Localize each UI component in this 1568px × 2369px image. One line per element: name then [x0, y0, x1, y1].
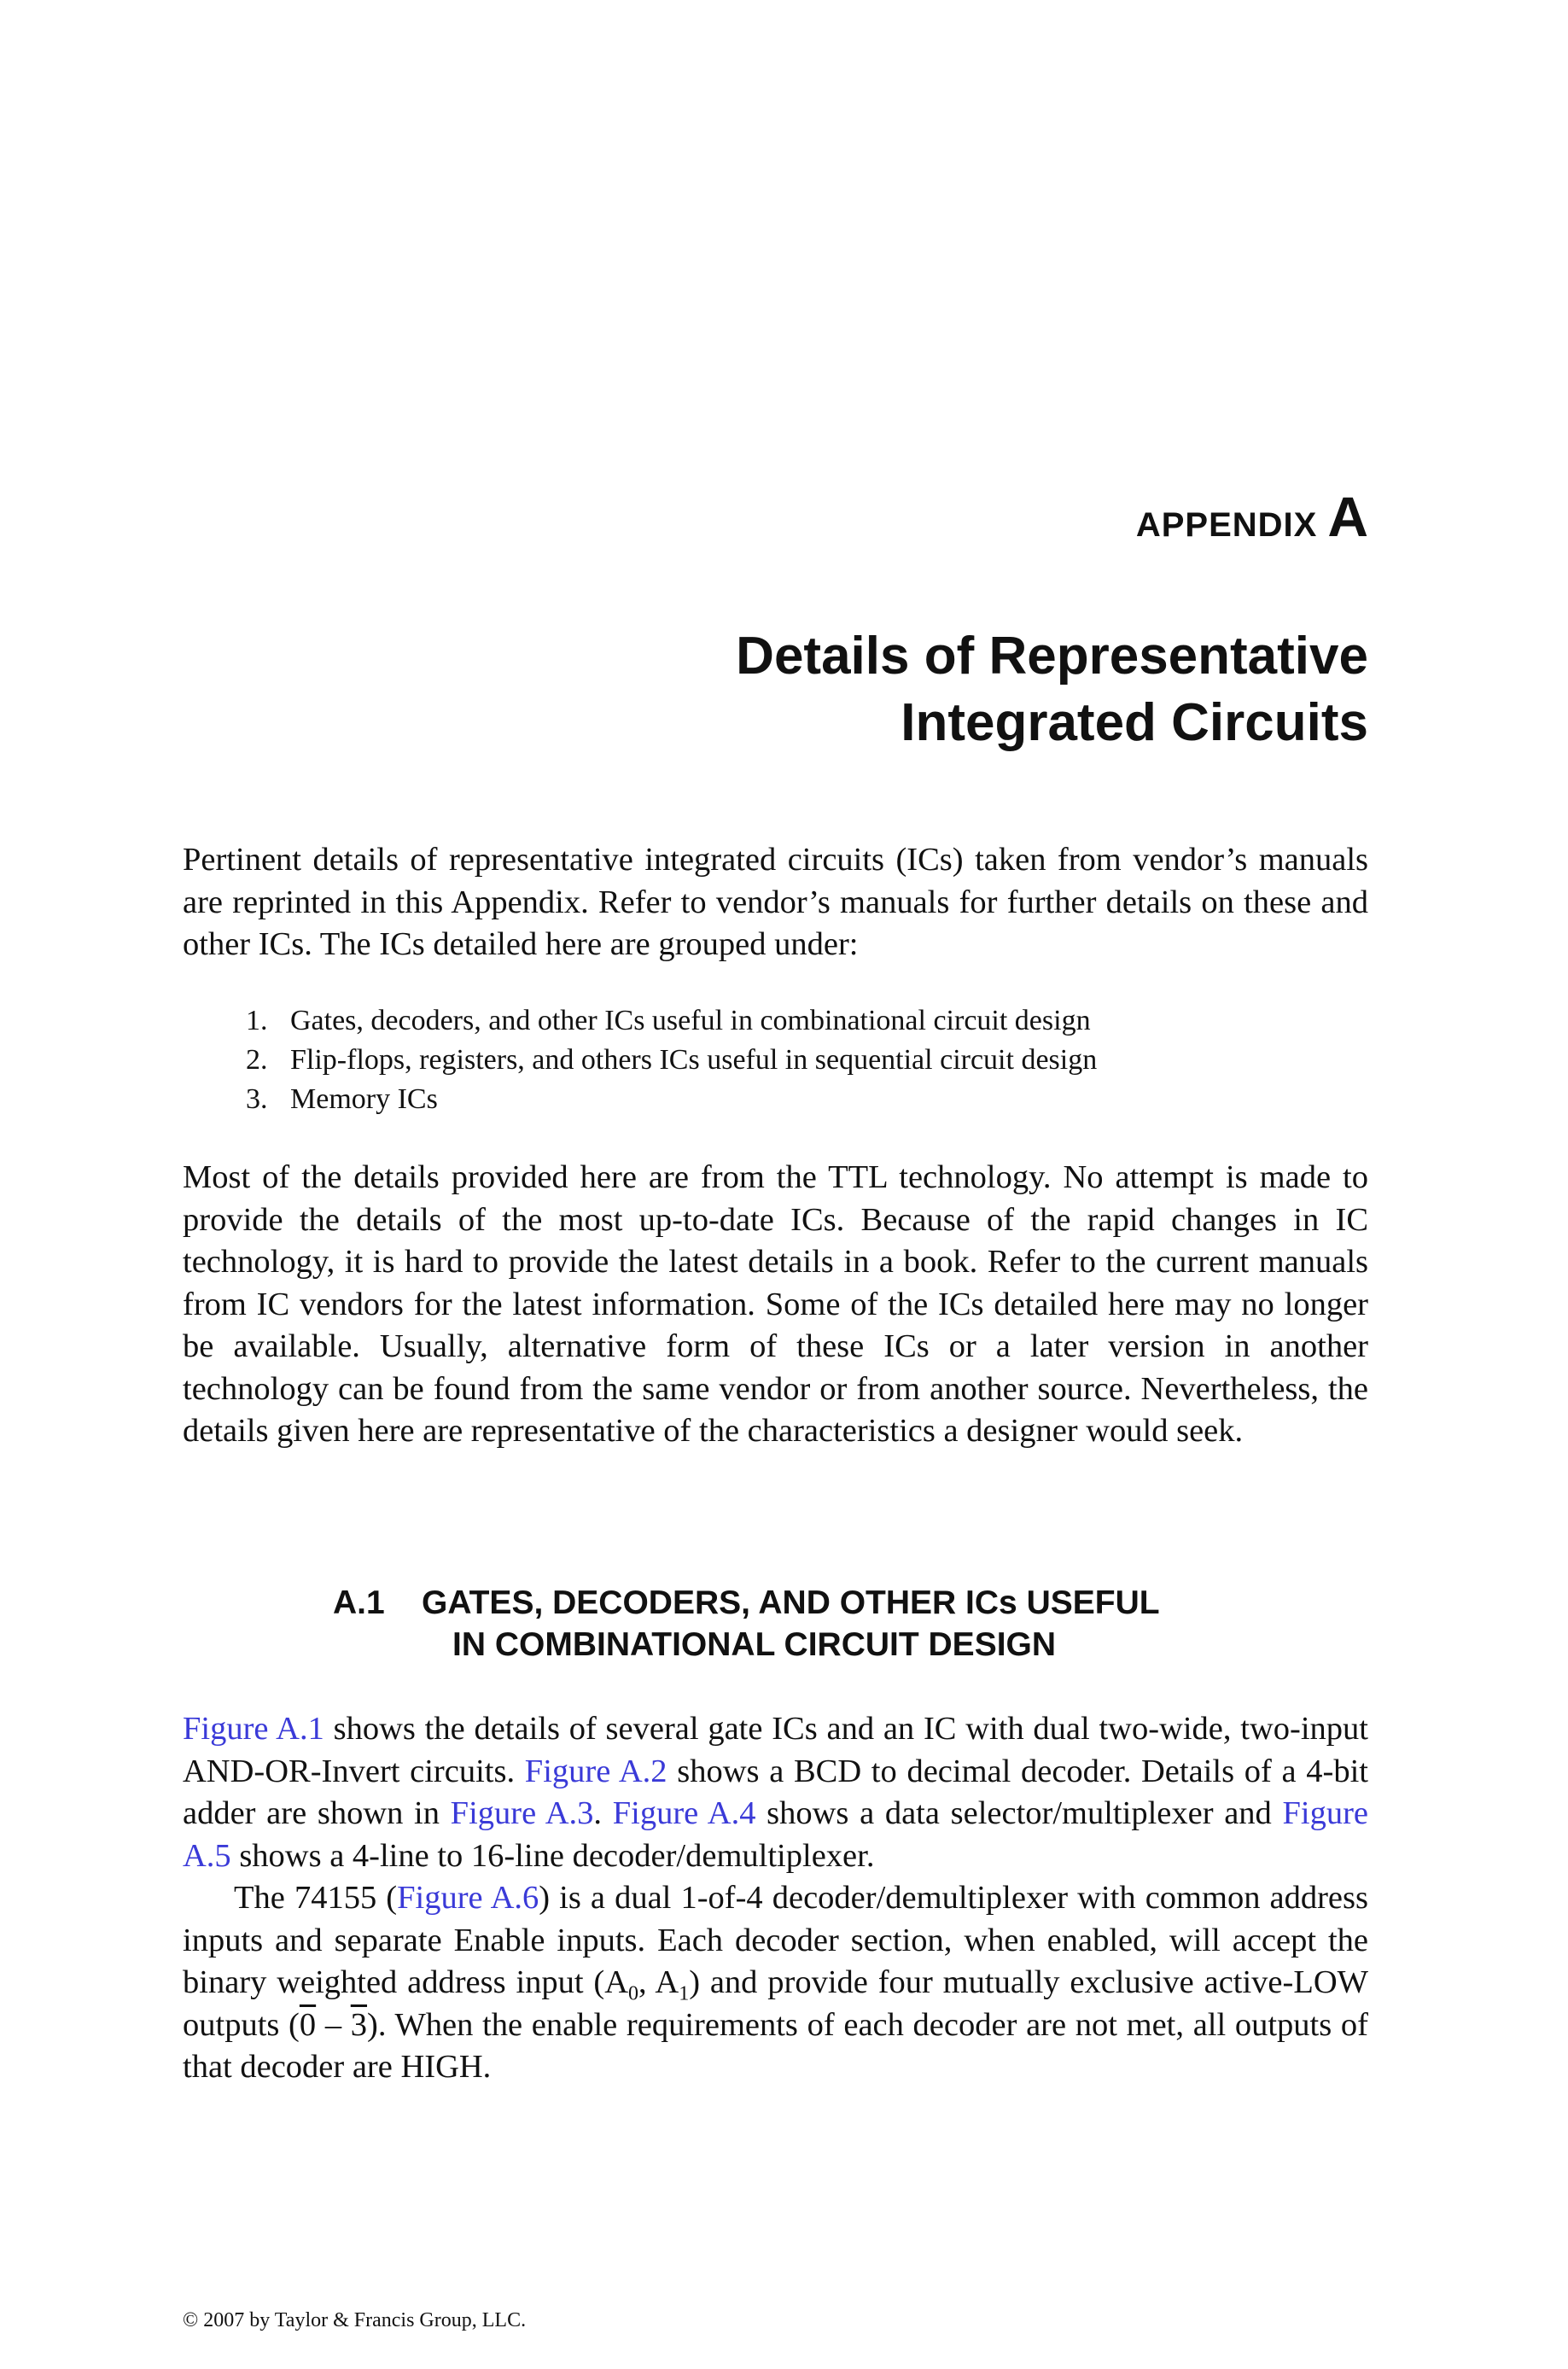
section-title-line-2: IN COMBINATIONAL CIRCUIT DESIGN	[452, 1626, 1057, 1663]
section-title-line-1: GATES, DECODERS, AND OTHER ICs USEFUL	[422, 1584, 1160, 1621]
list-item-number: 1.	[246, 1005, 268, 1036]
para2-text-5: –	[316, 2006, 351, 2043]
list-item-text: Memory ICs	[290, 1083, 438, 1115]
subscript-0: 0	[628, 1982, 639, 2005]
list-item	[246, 1080, 1355, 1119]
para2-text-1: The 74155 (	[234, 1880, 398, 1916]
intro-paragraph: Pertinent details of representative integrated circuits (ICs) taken from vendor’s manuals are reprinted in this Appendix. Refer to vendor’s manuals for further details on these and other ICs. The ICs detailed here are grouped under:	[183, 842, 1368, 962]
chapter-title-line-1: Details of Representative	[736, 627, 1368, 686]
chapter-title	[259, 623, 1368, 756]
appendix-word: APPENDIX	[1135, 506, 1318, 544]
appendix-letter: A	[1327, 485, 1368, 548]
para1-text-4: shows a data selector/multiplexer and	[755, 1795, 1283, 1831]
figure-a5-link[interactable]: Figure A.5	[183, 1795, 1368, 1874]
technology-note-paragraph: Most of the details provided here are from the TTL technology. No attempt is made to provide the details of the most up-to-date ICs. Because of the rapid changes in IC technology, it is hard to provide the latest details in a book. Refer to the current manuals from IC vendors for the latest information. Some of the ICs detailed here may no longer be available. Usually, alternative form of these ICs or a later version in another technology can be found from the same vendor or from another source. Nevertheless, the details given here are representative of the characteristics a designer would seek.	[183, 1159, 1368, 1449]
section-paragraph-2	[183, 1877, 1368, 2089]
appendix-label	[1135, 485, 1368, 548]
para2-text-2: ) is a dual 1-of-4 decoder/demultiplexer with common address inputs and separate Enable inputs. Each decoder section, when enabled, will accept the binary weighted address input (A	[183, 1880, 1368, 2000]
figure-a1-link[interactable]: Figure A.1	[183, 1711, 324, 1747]
figure-a4-link[interactable]: Figure A.4	[612, 1795, 756, 1831]
chapter-title-line-2: Integrated Circuits	[901, 693, 1368, 752]
list-item-number: 3.	[246, 1083, 268, 1115]
ic-groups-list	[246, 1001, 1355, 1119]
figure-a6-link[interactable]: Figure A.6	[397, 1880, 539, 1916]
section-heading	[333, 1582, 1160, 1666]
figure-a3-link[interactable]: Figure A.3	[450, 1795, 594, 1831]
para1-text-5: shows a 4-line to 16-line decoder/demultiplexer.	[230, 1837, 875, 1874]
para2-text-3: , A	[638, 1964, 679, 2000]
overline-3: 3	[350, 2006, 368, 2043]
list-item-text: Gates, decoders, and other ICs useful in combinational circuit design	[290, 1005, 1091, 1036]
list-item-number: 2.	[246, 1044, 268, 1076]
para1-text-1: shows the details of several gate ICs and an IC with dual two-wide, two-input AND-OR-Invert circuits.	[183, 1711, 1368, 1789]
figure-a2-link[interactable]: Figure A.2	[524, 1753, 667, 1789]
overline-0: 0	[299, 2006, 317, 2043]
section-paragraph-1	[183, 1708, 1368, 1877]
list-item	[246, 1001, 1355, 1041]
para1-text-3: .	[593, 1795, 613, 1831]
subscript-1: 1	[679, 1982, 690, 2005]
section-number: A.1	[333, 1584, 385, 1621]
para1-text-2: shows a BCD to decimal decoder. Details of a 4-bit adder are shown in	[183, 1753, 1368, 1831]
para2-text-6: ). When the enable requirements of each decoder are not met, all outputs of that decoder are HIGH.	[183, 2006, 1368, 2085]
copyright-footer: © 2007 by Taylor & Francis Group, LLC.	[183, 2309, 527, 2331]
para2-text-4: ) and provide four mutually exclusive active-LOW outputs (	[183, 1964, 1368, 2043]
list-item-text: Flip-flops, registers, and others ICs useful in sequential circuit design	[290, 1044, 1098, 1076]
list-item	[246, 1041, 1355, 1080]
